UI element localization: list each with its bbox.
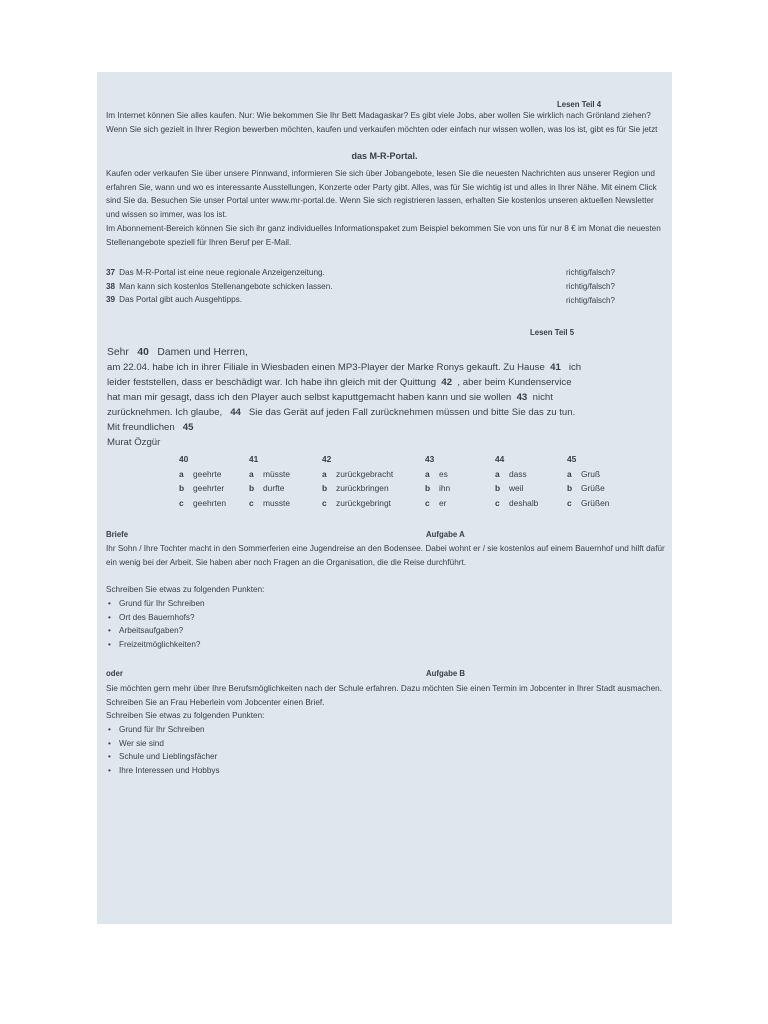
- option-b: [425, 481, 505, 496]
- option-b: [567, 481, 647, 496]
- option-letter: b: [495, 483, 501, 493]
- lesen-teil-5-heading: Lesen Teil 5: [530, 328, 575, 337]
- letter-text: hat man mir gesagt, dass ich den Player auch selbst kaputtgemacht haben kann und sie wollen: [107, 392, 512, 403]
- aufgabe-a-points-label: Schreiben Sie etwas zu folgenden Punkten:: [106, 585, 265, 594]
- gap-43: 43: [516, 392, 528, 403]
- option-letter: c: [249, 497, 254, 508]
- option-text: Gruß: [581, 468, 601, 479]
- option-c: [249, 496, 329, 511]
- letter-text: Mit freundlichen: [107, 422, 175, 433]
- option-a: [249, 467, 329, 482]
- letter-text: Damen und Herren,: [157, 347, 248, 358]
- option-b: [495, 481, 575, 496]
- option-c: [567, 496, 647, 511]
- option-group-number: 43: [425, 454, 435, 464]
- option-letter: b: [425, 483, 431, 493]
- options-42: [322, 452, 422, 510]
- option-group-number: 42: [322, 454, 332, 464]
- aufgabe-b-text: Sie möchten gern mehr über Ihre Berufsmöglichkeiten nach der Schule erfahren. Dazu möchten Sie einen Termin im Jobcenter in Ihrer Stadt ausmachen. Schreiben Sie an Frau Heberlein vom Jobcenter einen Brief.: [106, 684, 662, 707]
- statement-number: 37: [106, 268, 116, 277]
- letter-line-3: [107, 375, 672, 390]
- statement-number: 39: [106, 295, 116, 304]
- option-text: durfte: [263, 483, 285, 493]
- option-text: musste: [263, 497, 290, 508]
- option-text: er: [439, 497, 447, 508]
- option-letter: b: [179, 483, 185, 493]
- option-a: [495, 467, 575, 482]
- option-letter: a: [425, 468, 430, 479]
- lesen4-body-1: Kaufen oder verkaufen Sie über unsere Pinnwand, informieren Sie sich über Jobangebote, lesen Sie die neuesten Nachrichten aus unserer Region und erfahren Sie, wann und wo es interessante Ausstellungen, Konzerte oder Party gibt. Alles, was für Sie wichtig ist und alles in Ihrer Nähe. Mit einem Click sind Sie da. Besuchen Sie unser Portal unter www.mr-portal.de. Wenn Sie sich registrieren lassen, erhalten Sie kostenlos unseren aktuellen Newsletter und wissen so immer, was los ist.: [106, 169, 657, 219]
- option-c: [425, 496, 505, 511]
- true-false-tag: richtig/falsch?: [566, 268, 615, 277]
- letter-line-6: [107, 420, 667, 435]
- aufgabe-b-points-label: Schreiben Sie etwas zu folgenden Punkten:: [106, 711, 265, 720]
- option-a: [179, 467, 259, 482]
- gap-45: 45: [182, 422, 194, 433]
- option-letter: c: [322, 497, 327, 508]
- letter-text: ich: [568, 362, 582, 373]
- option-text: zurückgebringt: [336, 497, 391, 508]
- option-c: [322, 496, 422, 511]
- letter-text: Sehr: [107, 347, 129, 358]
- statement-text: Das Portal gibt auch Ausgehtipps.: [119, 295, 242, 304]
- letter-text: nicht: [532, 392, 553, 403]
- statement-text: Man kann sich kostenlos Stellenangebote schicken lassen.: [119, 282, 333, 291]
- list-item: • Arbeitsaufgaben?: [106, 624, 205, 638]
- options-43: [425, 452, 505, 510]
- letter-line-2: [107, 360, 672, 375]
- exam-sheet: [97, 72, 672, 924]
- letter-text: leider feststellen, dass er beschädigt war. Ich habe ihn gleich mit der Quittung: [107, 377, 437, 388]
- option-group-number: 45: [567, 454, 577, 464]
- statement-number: 38: [106, 282, 116, 291]
- option-text: ihn: [439, 483, 451, 493]
- option-c: [495, 496, 575, 511]
- option-letter: b: [249, 483, 255, 493]
- option-text: geehrten: [193, 497, 227, 508]
- gap-41: 41: [550, 362, 561, 373]
- aufgabe-b-heading: Aufgabe B: [426, 669, 465, 678]
- gap-40: 40: [137, 347, 149, 358]
- aufgabe-a-heading: Aufgabe A: [426, 530, 465, 539]
- letter-line-5: [107, 405, 672, 420]
- option-a: [322, 467, 422, 482]
- letter-text: Sie das Gerät auf jeden Fall zurücknehmen müssen und bitte Sie das zu tun.: [248, 407, 576, 418]
- option-b: [322, 481, 422, 496]
- option-text: Grüßen: [581, 497, 610, 508]
- option-letter: a: [567, 468, 572, 479]
- option-text: dass: [509, 468, 527, 479]
- option-text: zurückbringen: [336, 483, 389, 493]
- options-44: [495, 452, 575, 510]
- options-40: [179, 452, 259, 510]
- option-text: weil: [509, 483, 524, 493]
- option-letter: c: [425, 497, 430, 508]
- option-letter: a: [495, 468, 500, 479]
- letter-line-4: [107, 390, 672, 405]
- option-group-number: 44: [495, 454, 505, 464]
- option-text: zurückgebracht: [336, 468, 394, 479]
- options-41: [249, 452, 329, 510]
- option-letter: b: [322, 483, 328, 493]
- list-item: • Schule und Lieblingsfächer: [106, 750, 220, 764]
- list-item: • Ort des Bauernhofs?: [106, 611, 205, 625]
- option-letter: c: [495, 497, 500, 508]
- option-letter: a: [179, 468, 184, 479]
- option-letter: a: [249, 468, 254, 479]
- letter-signature: Murat Özgür: [107, 437, 161, 448]
- option-a: [425, 467, 505, 482]
- option-letter: a: [322, 468, 327, 479]
- option-letter: c: [179, 497, 184, 508]
- list-item: • Grund für Ihr Schreiben: [106, 723, 220, 737]
- aufgabe-a-text: Ihr Sohn / Ihre Tochter macht in den Sommerferien eine Jugendreise an den Bodensee. Dabei wohnt er / sie kostenlos auf einem Bauernhof und hilft dafür ein wenig bei der Arbeit. Sie haben aber noch Fragen an die Organisation, die die Reise durchführt.: [106, 544, 665, 567]
- option-letter: b: [567, 483, 573, 493]
- options-45: [567, 452, 647, 510]
- statement-text: Das M-R-Portal ist eine neue regionale Anzeigenzeitung.: [119, 268, 325, 277]
- list-item: • Wer sie sind: [106, 737, 220, 751]
- option-c: [179, 496, 259, 511]
- letter-line-1: [107, 345, 667, 360]
- option-a: [567, 467, 647, 482]
- list-item: • Freizeitmöglichkeiten?: [106, 638, 205, 652]
- aufgabe-a-points: [106, 597, 205, 651]
- option-group-number: 40: [179, 454, 189, 464]
- true-false-tag: richtig/falsch?: [566, 282, 615, 291]
- letter-text: zurücknehmen. Ich glaube,: [107, 407, 223, 418]
- lesen-teil-4-heading: Lesen Teil 4: [557, 100, 602, 109]
- option-text: müsste: [263, 468, 290, 479]
- briefe-label: Briefe: [106, 530, 129, 539]
- option-text: deshalb: [509, 497, 539, 508]
- option-letter: c: [567, 497, 572, 508]
- aufgabe-b-points: [106, 723, 220, 777]
- gap-42: 42: [441, 377, 453, 388]
- option-b: [179, 481, 259, 496]
- letter-text: , aber beim Kundenservice: [457, 377, 572, 388]
- portal-title: das M-R-Portal.: [351, 151, 418, 161]
- option-text: Grüße: [581, 483, 605, 493]
- lesen4-body-2: Im Abonnement-Bereich können Sie sich ihr ganz individuelles Informationspaket zum Beispiel bekommen Sie von uns für nur 8 € im Monat die neuesten Stellenangebote speziell für Ihren Beruf per E-Mail.: [106, 224, 661, 247]
- list-item: • Ihre Interessen und Hobbys: [106, 764, 220, 778]
- option-group-number: 41: [249, 454, 259, 464]
- option-text: geehrter: [193, 483, 225, 493]
- option-text: es: [439, 468, 448, 479]
- true-false-tag: richtig/falsch?: [566, 296, 615, 305]
- option-text: geehrte: [193, 468, 222, 479]
- oder-label: oder: [106, 669, 123, 678]
- lesen4-intro: Im Internet können Sie alles kaufen. Nur: Wie bekommen Sie Ihr Bett Madagaskar? Es gibt viele Jobs, aber wollen Sie wirklich nach Grönland ziehen? Wenn Sie sich gezielt in Ihrer Region bewerben möchten, kaufen und verkaufen möchten oder einfach nur wissen wollen, was los ist, gibt es für Sie jetzt: [106, 111, 658, 134]
- option-b: [249, 481, 329, 496]
- gap-44: 44: [230, 407, 241, 418]
- list-item: • Grund für Ihr Schreiben: [106, 597, 205, 611]
- letter-text: am 22.04. habe ich in ihrer Filiale in Wiesbaden einen MP3-Player der Marke Ronys gekauft. Zu Hause: [107, 362, 545, 373]
